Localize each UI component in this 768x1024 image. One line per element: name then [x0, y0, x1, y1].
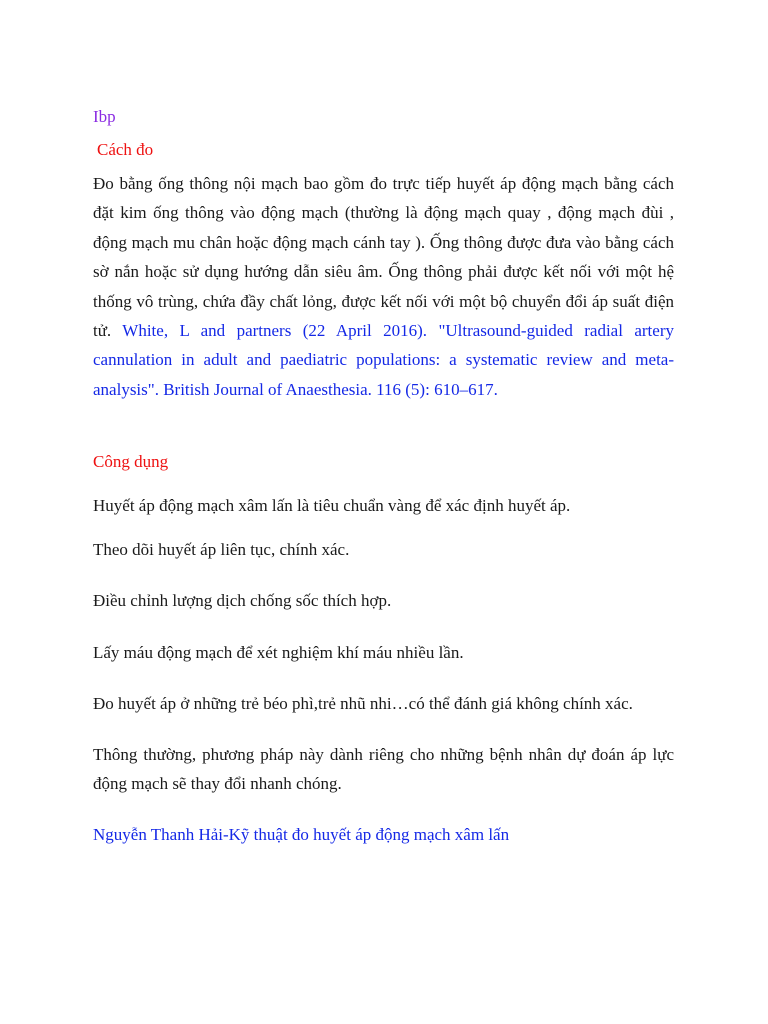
use-item-blood-gas-sampling: Lấy máu động mạch để xét nghiệm khí máu nhiều lần.	[93, 643, 464, 662]
use-item-obese-infants: Đo huyết áp ở những trẻ béo phì,trẻ nhũ nhi…có thể đánh giá không chính xác.	[93, 694, 633, 713]
use-item-continuous-monitoring: Theo dõi huyết áp liên tục, chính xác.	[93, 540, 350, 559]
use-item-gold-standard: Huyết áp động mạch xâm lấn là tiêu chuẩn vàng để xác định huyết áp.	[93, 496, 571, 515]
citation-link[interactable]: White, L and partners (22 April 2016). "Ultrasound-guided radial artery cannulation in adult and paediatric populations: a systematic review and meta-analysis". British Journal of Anaesthesia. 116 (5): 610–617.	[93, 321, 674, 399]
method-paragraph	[93, 169, 674, 404]
method-text: Đo bằng ống thông nội mạch bao gồm đo trực tiếp huyết áp động mạch bằng cách đặt kim ống thông vào động mạch (thường là động mạch quay , động mạch đùi , động mạch mu chân hoặc động mạch cánh tay ). Ống thông được đưa vào bằng cách sờ nắn hoặc sử dụng hướng dẫn siêu âm. Ống thông phải được kết nối với một hệ thống vô trùng, chứa đầy chất lỏng, được kết nối với một bộ chuyển đổi áp suất điện tử.	[93, 174, 674, 341]
heading-ibp: Ibp	[93, 107, 116, 126]
use-item-rapid-change-patients: Thông thường, phương pháp này dành riêng cho những bệnh nhân dự đoán áp lực động mạch sẽ thay đổi nhanh chóng.	[93, 745, 674, 794]
use-item-fluid-adjustment: Điều chỉnh lượng dịch chống sốc thích hợp.	[93, 591, 392, 610]
heading-uses: Công dụng	[93, 452, 169, 471]
source-link[interactable]: Nguyễn Thanh Hải-Kỹ thuật đo huyết áp động mạch xâm lấn	[93, 825, 510, 844]
heading-method: Cách đo	[97, 140, 154, 159]
